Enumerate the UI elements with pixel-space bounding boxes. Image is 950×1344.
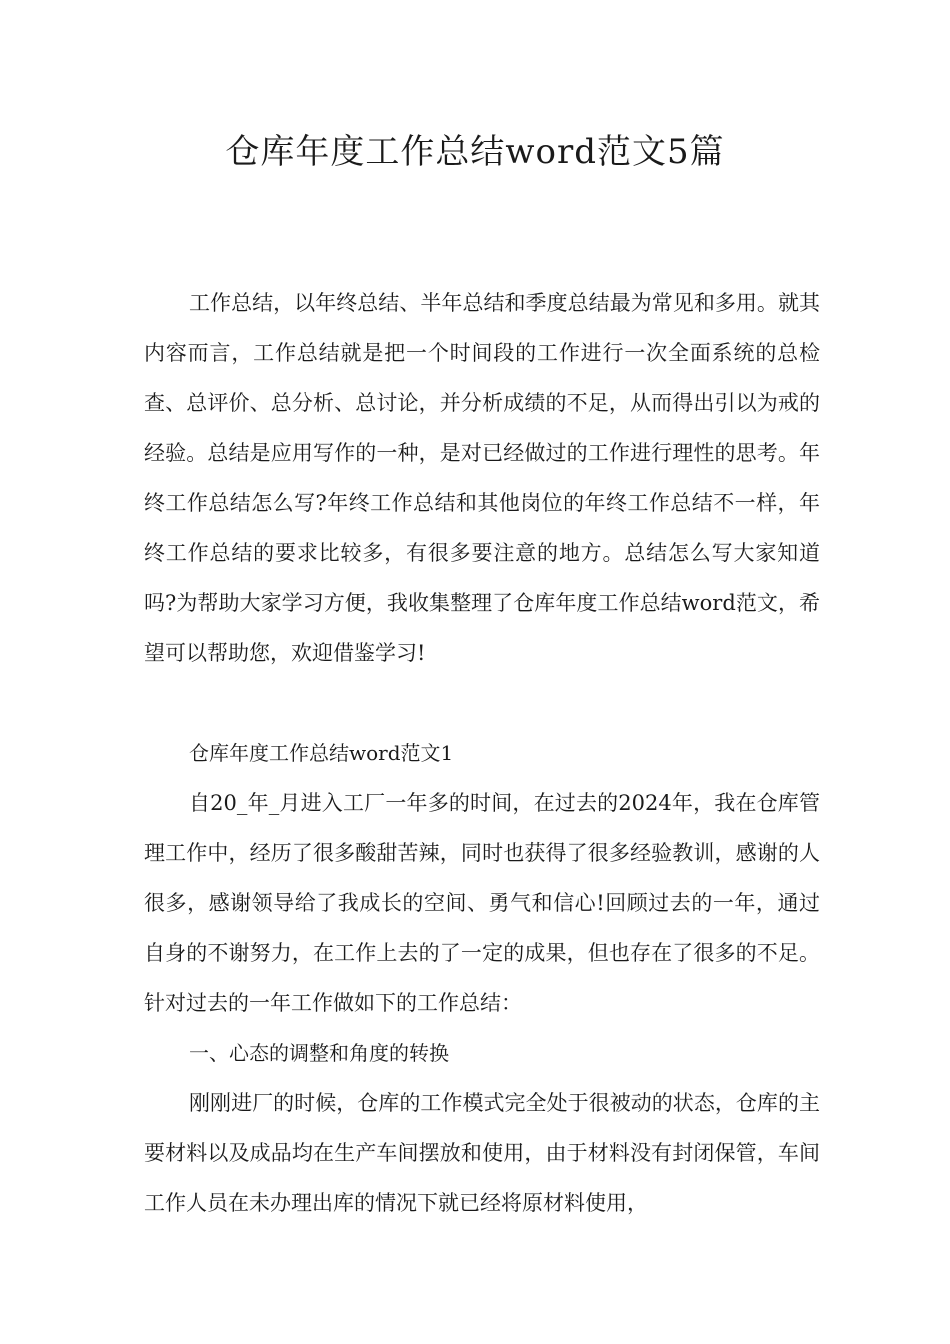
document-title: 仓库年度工作总结word范文5篇 (225, 132, 725, 172)
section-title-1: 仓库年度工作总结word范文1 (189, 741, 454, 765)
section1-paragraph-1: 自20_年_月进入工厂一年多的时间，在过去的2024年，我在仓库管理工作中，经历了很多酸甜苦辣，同时也获得了很多经验教训，感谢的人很多，感谢领导给了我成长的空间、勇气和信心!回顾过去的一年，通过自身的不谢努力，在工作上去的了一定的成果，但也存在了很多的不足。针对过去的一年工作做如下的工作总结： (144, 791, 820, 1015)
document-body (144, 278, 820, 1228)
section1-paragraph-2: 刚刚进厂的时候，仓库的工作模式完全处于很被动的状态，仓库的主要材料以及成品均在生产车间摆放和使用，由于材料没有封闭保管，车间工作人员在未办理出库的情况下就已经将原材料使用， (144, 1091, 820, 1215)
subheading-1: 一、心态的调整和角度的转换 (189, 1041, 449, 1065)
intro-paragraph: 工作总结，以年终总结、半年总结和季度总结最为常见和多用。就其内容而言，工作总结就是把一个时间段的工作进行一次全面系统的总检查、总评价、总分析、总讨论，并分析成绩的不足，从而得出引以为戒的经验。总结是应用写作的一种，是对已经做过的工作进行理性的思考。年终工作总结怎么写?年终工作总结和其他岗位的年终工作总结不一样，年终工作总结的要求比较多，有很多要注意的地方。总结怎么写大家知道吗?为帮助大家学习方便，我收集整理了仓库年度工作总结word范文，希望可以帮助您，欢迎借鉴学习! (144, 291, 820, 665)
